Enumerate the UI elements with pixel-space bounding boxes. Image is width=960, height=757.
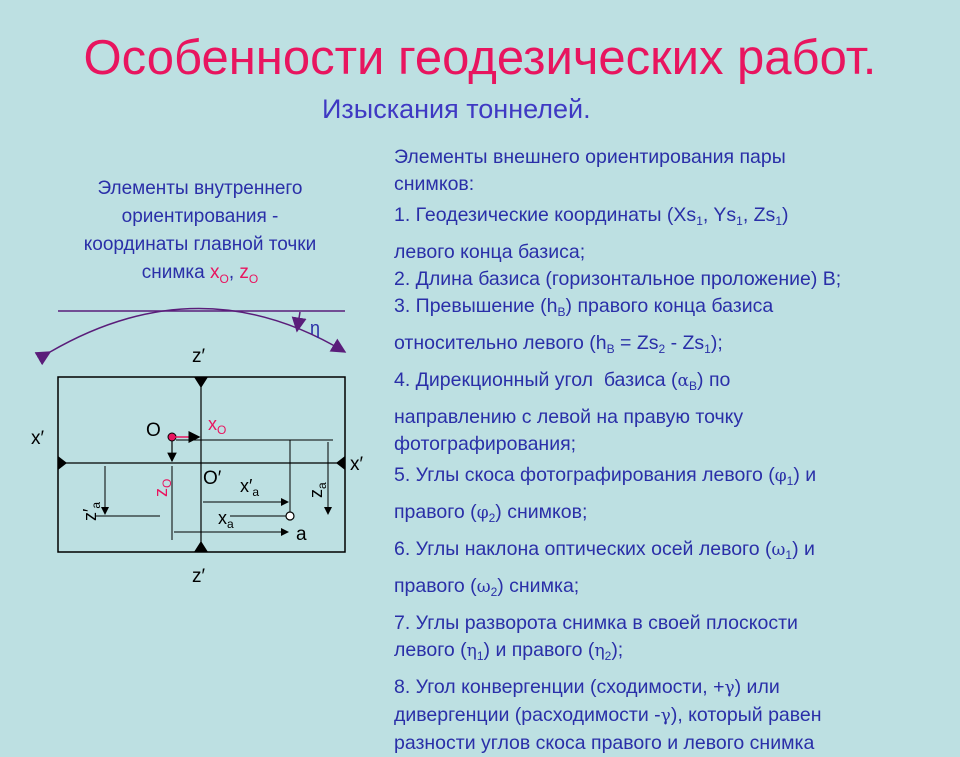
list-item-8: 8. Угол конвергенции (сходимости, +γ) или — [394, 676, 780, 698]
list-item-6: 6. Углы наклона оптических осей левого $(\omega_1)$ и — [394, 538, 815, 562]
O-prime-label: O′ — [203, 468, 222, 489]
inner-line-2: ориентирования - — [121, 206, 279, 227]
principal-point-O — [168, 433, 176, 441]
list-item-3: 3. Превышение $(h_B)$ правого конца базиса — [394, 295, 774, 319]
list-item-7: 7. Углы разворота снимка в своей плоскости — [394, 612, 798, 634]
z-prime-bottom-label: z′ — [192, 566, 206, 587]
list-item-5: 5. Углы скоса фотографирования левого $(\varphi_1)$ и — [394, 464, 817, 488]
outer-heading-2: снимков: — [394, 173, 475, 195]
fiducial-right — [336, 456, 345, 470]
x-prime-left-label: x′ — [31, 428, 45, 449]
page-subtitle: Изыскания тоннелей. — [322, 94, 591, 124]
x-prime-right-label: x′ — [350, 454, 364, 475]
list-item-2: 2. Длина базиса (горизонтальное проложение) B; — [394, 268, 842, 290]
list-item-7b: левого $(\eta_1)$ и правого $(\eta_2)$; — [394, 639, 624, 663]
list-item-8c: разности углов скоса правого и левого снимка — [394, 732, 815, 754]
inner-line-3: координаты главной точки — [83, 234, 317, 255]
inner-line-4-prefix: снимка — [141, 262, 210, 283]
list-item-3b: относительно левого $(h_B = Zs_2 - Zs_1)$; — [394, 332, 723, 356]
O-label: O — [146, 420, 161, 441]
list-item-8b: дивергенции (расходимости -γ), который равен — [394, 704, 822, 726]
eta-label: η — [310, 318, 321, 338]
fiducial-bottom — [194, 541, 208, 552]
fiducial-top — [194, 377, 208, 388]
zO-label: $z_O$ — [151, 478, 174, 497]
a-label: a — [296, 524, 307, 545]
list-item-1: 1. Геодезические координаты ($Xs_1$, $Ys_1$, $Zs_1$) — [394, 204, 789, 228]
list-item-4c: фотографирования; — [394, 433, 577, 455]
xa-label: $x_a$ — [218, 508, 234, 531]
inner-line-1: Элементы внутреннего — [97, 178, 303, 199]
list-item-4: 4. Дирекционный угол базиса $(\alpha_B)$ по — [394, 369, 731, 393]
point-a — [286, 512, 294, 520]
za-label: $z_a$ — [306, 482, 329, 498]
z-prime-top-label: z′ — [192, 346, 206, 367]
outer-heading: Элементы внешнего ориентирования пары — [394, 146, 786, 168]
list-item-6b: правого $(\omega_2)$ снимка; — [394, 575, 580, 599]
inner-xo: $x_O$ — [210, 262, 229, 286]
inner-zo: $z_O$ — [239, 262, 259, 286]
list-item-4b: направлению с левой на правую точку — [394, 406, 744, 428]
inner-orientation-text — [30, 175, 370, 293]
inner-line-4: снимка $x_O$, $z_O$ — [141, 262, 259, 286]
photo-frame-diagram — [0, 290, 400, 590]
outer-orientation-list — [394, 144, 954, 757]
page-title: Особенности геодезических работ. — [83, 31, 877, 85]
x-prime-a-label: $x'_a$ — [240, 476, 260, 499]
z-prime-a-label: $z'_a$ — [80, 501, 103, 521]
xO-label: $x_O$ — [208, 414, 227, 437]
list-item-1b: левого конца базиса; — [394, 241, 586, 263]
fiducial-left — [58, 456, 67, 470]
list-item-5b: правого $(\varphi_2)$ снимков; — [394, 501, 588, 525]
